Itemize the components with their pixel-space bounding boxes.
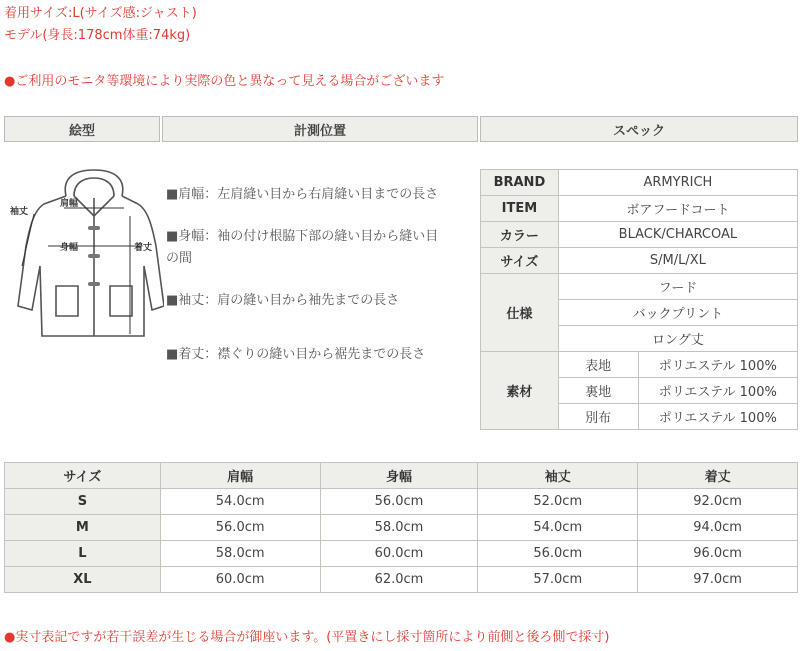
spec-material-label: 素材 <box>481 352 559 430</box>
spec-material-part: 別布 <box>558 404 638 430</box>
size-cell-label: XL <box>5 567 161 593</box>
size-cell-label: L <box>5 541 161 567</box>
size-cell: 60.0cm <box>320 541 478 567</box>
spec-color-label: カラー <box>481 222 559 248</box>
size-table <box>4 462 798 593</box>
size-cell-label: M <box>5 515 161 541</box>
spec-detail-value: ロング丈 <box>558 326 797 352</box>
spec-detail-label: 仕様 <box>481 274 559 352</box>
size-cell: 97.0cm <box>638 567 798 593</box>
size-cell: 52.0cm <box>478 489 638 515</box>
spec-material-value: ポリエステル 100% <box>638 404 797 430</box>
spec-row-color <box>481 222 798 248</box>
spec-detail-value: バックプリント <box>558 300 797 326</box>
spec-row-item <box>481 196 798 222</box>
monitor-note: ●ご利用のモニタ等環境により実際の色と異なって見える場合がございます <box>4 74 445 89</box>
spec-material-value: ポリエステル 100% <box>638 352 797 378</box>
size-cell: 56.0cm <box>478 541 638 567</box>
label-length: 着丈 <box>134 243 153 253</box>
measure-length: ■着丈：襟ぐりの縫い目から裾先までの長さ <box>166 347 426 362</box>
size-row <box>5 489 798 515</box>
wear-size-note: 着用サイズ:L(サイズ感:ジャスト) <box>4 6 197 21</box>
spec-item-label: ITEM <box>481 196 559 222</box>
spec-size-value: S/M/L/XL <box>558 248 797 274</box>
size-header-cell: 袖丈 <box>478 463 638 489</box>
size-row <box>5 515 798 541</box>
size-cell: 92.0cm <box>638 489 798 515</box>
size-header-cell: 肩幅 <box>160 463 320 489</box>
size-row <box>5 541 798 567</box>
spec-row-detail <box>481 274 798 300</box>
heading-spec: スペック <box>480 116 798 142</box>
spec-item-value: ボアフードコート <box>558 196 797 222</box>
spec-row-material <box>481 352 798 378</box>
spec-material-part: 表地 <box>558 352 638 378</box>
size-cell: 96.0cm <box>638 541 798 567</box>
size-header-cell: 着丈 <box>638 463 798 489</box>
size-cell: 58.0cm <box>320 515 478 541</box>
size-cell: 56.0cm <box>320 489 478 515</box>
label-shoulder: 肩幅 <box>60 199 79 209</box>
size-cell: 60.0cm <box>160 567 320 593</box>
footer-note: ●実寸表記ですが若干誤差が生じる場合が御座います。(平置きにし採寸箇所により前側と後ろ側で採寸) <box>4 630 610 645</box>
spec-row-size <box>481 248 798 274</box>
size-cell: 54.0cm <box>478 515 638 541</box>
coat-illustration <box>4 166 164 346</box>
measure-body: ■身幅：袖の付け根脇下部の縫い目から縫い目 の間 <box>166 229 439 266</box>
size-cell: 56.0cm <box>160 515 320 541</box>
spec-brand-value: ARMYRICH <box>558 170 797 196</box>
spec-size-label: サイズ <box>481 248 559 274</box>
size-header-cell: サイズ <box>5 463 161 489</box>
size-row <box>5 567 798 593</box>
heading-illustration: 絵型 <box>4 116 160 142</box>
spec-color-value: BLACK/CHARCOAL <box>558 222 797 248</box>
spec-table <box>480 169 798 430</box>
model-note: モデル(身長:178cm体重:74kg) <box>4 28 191 43</box>
size-cell: 58.0cm <box>160 541 320 567</box>
heading-measure: 計測位置 <box>162 116 478 142</box>
spec-brand-label: BRAND <box>481 170 559 196</box>
size-cell: 57.0cm <box>478 567 638 593</box>
size-cell-label: S <box>5 489 161 515</box>
size-cell: 54.0cm <box>160 489 320 515</box>
spec-material-value: ポリエステル 100% <box>638 378 797 404</box>
spec-material-part: 裏地 <box>558 378 638 404</box>
size-cell: 62.0cm <box>320 567 478 593</box>
measure-sleeve: ■袖丈：肩の縫い目から袖先までの長さ <box>166 293 400 308</box>
size-cell: 94.0cm <box>638 515 798 541</box>
label-sleeve: 袖丈 <box>10 207 29 217</box>
measure-shoulder: ■肩幅：左肩縫い目から右肩縫い目までの長さ <box>166 187 439 202</box>
label-body: 身幅 <box>60 243 79 253</box>
size-header-row <box>5 463 798 489</box>
spec-row-brand <box>481 170 798 196</box>
size-header-cell: 身幅 <box>320 463 478 489</box>
spec-detail-value: フード <box>558 274 797 300</box>
